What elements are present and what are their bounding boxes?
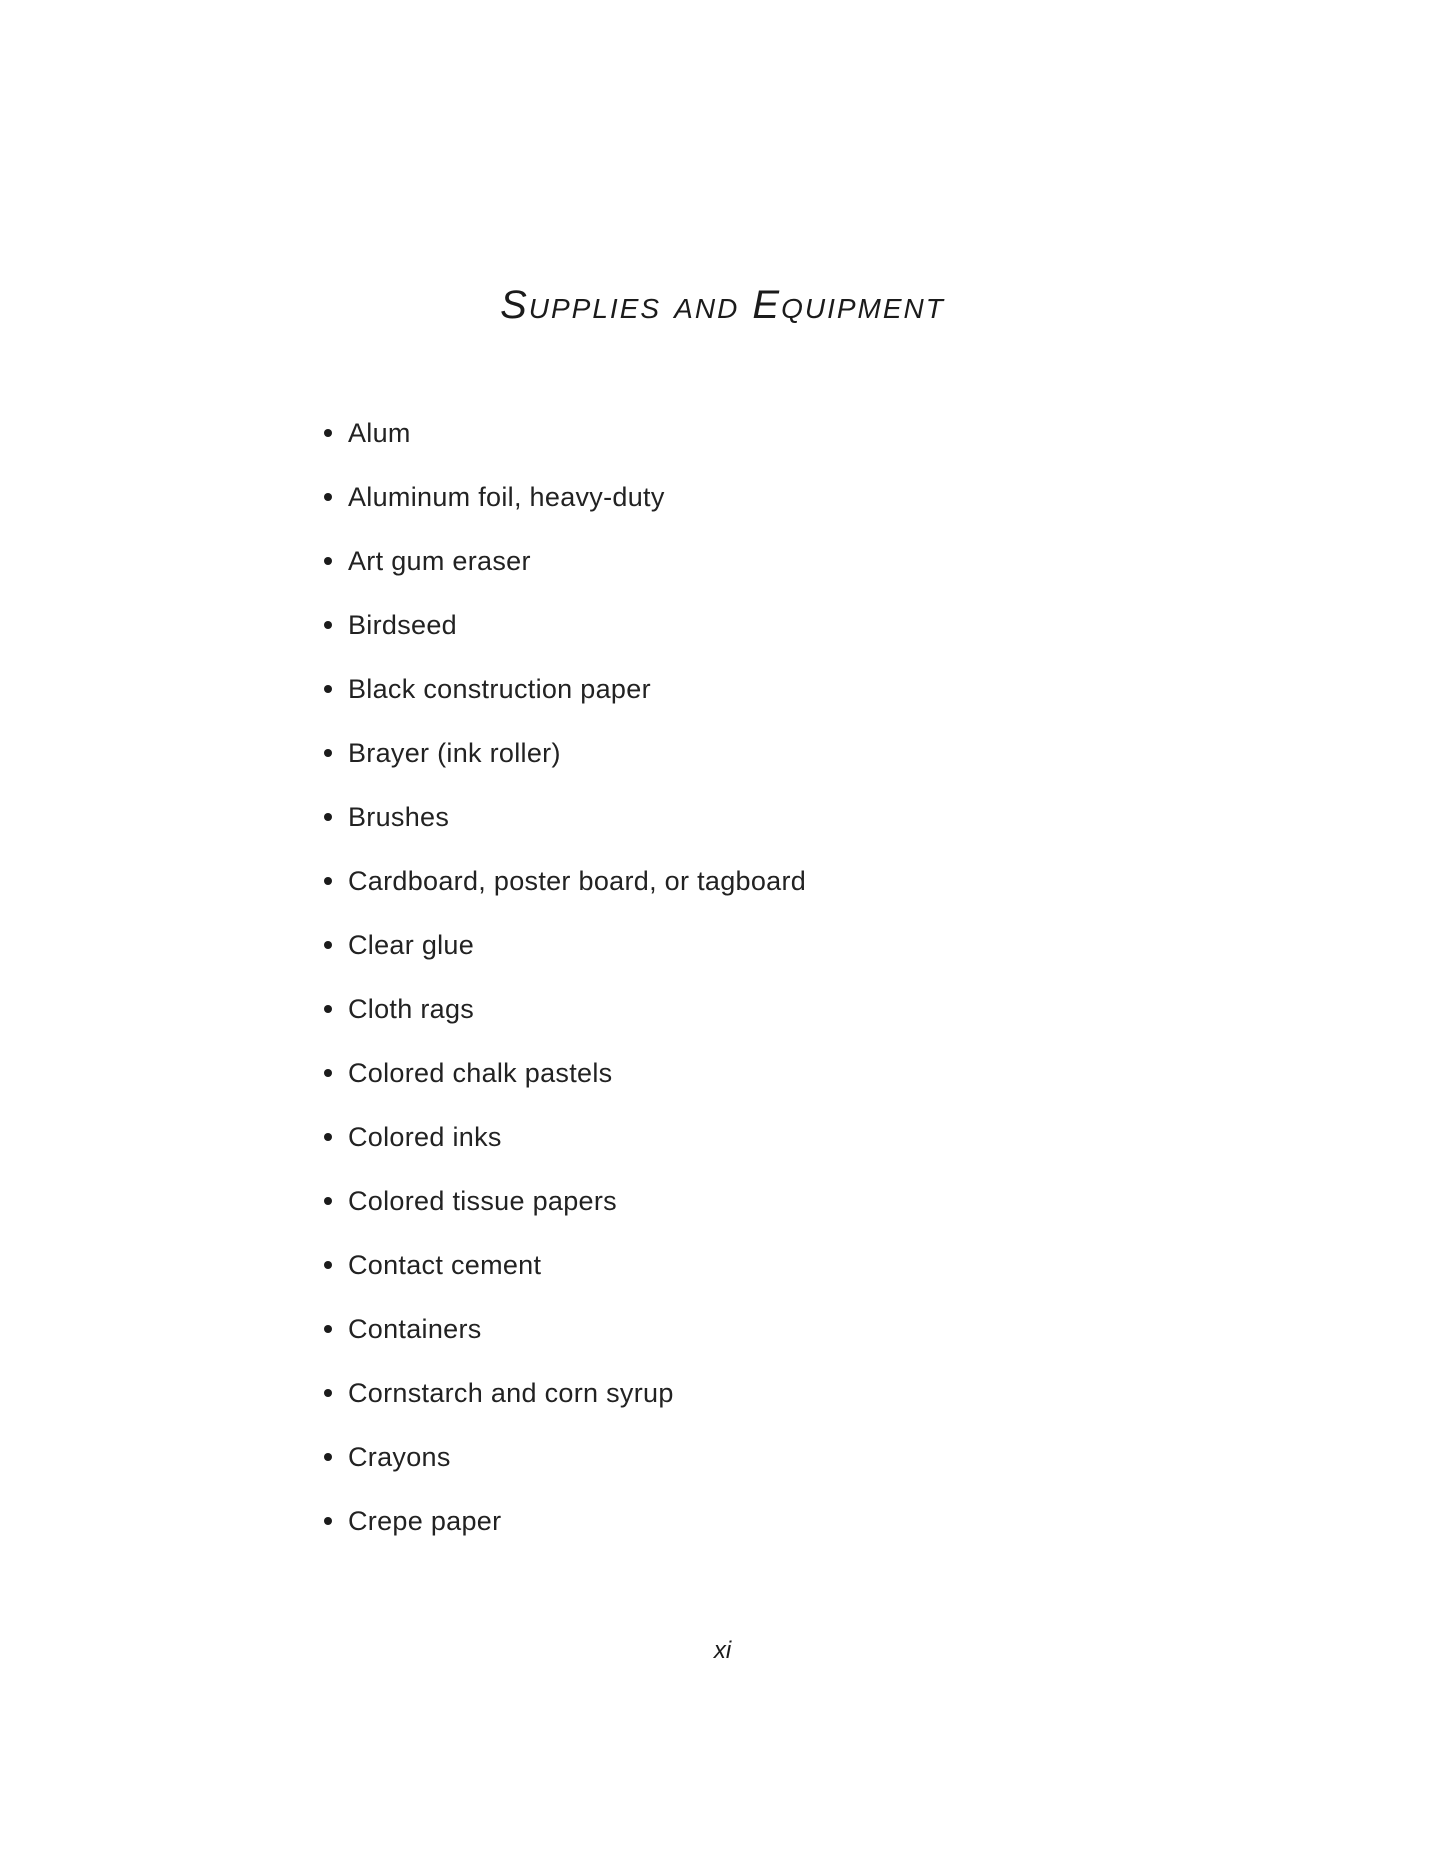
list-item: [324, 547, 806, 575]
list-item-label: Cloth rags: [348, 994, 475, 1024]
bullet-icon: [324, 1005, 332, 1013]
bullet-icon: [324, 557, 332, 565]
bullet-icon: [324, 1133, 332, 1141]
list-item-label: Birdseed: [348, 610, 457, 640]
list-item: [324, 675, 806, 703]
supply-list: [324, 419, 806, 1571]
list-item: [324, 1187, 806, 1215]
bullet-icon: [324, 1197, 332, 1205]
bullet-icon: [324, 941, 332, 949]
list-item-label: Clear glue: [348, 930, 475, 960]
bullet-icon: [324, 1453, 332, 1461]
bullet-icon: [324, 813, 332, 821]
list-item-label: Brayer (ink roller): [348, 738, 561, 768]
list-item-label: Brushes: [348, 802, 450, 832]
bullet-icon: [324, 685, 332, 693]
list-item: [324, 1315, 806, 1343]
list-item: [324, 1123, 806, 1151]
list-item-label: Cardboard, poster board, or tagboard: [348, 866, 807, 896]
list-item-label: Crayons: [348, 1442, 451, 1472]
bullet-icon: [324, 1325, 332, 1333]
list-item: [324, 1507, 806, 1535]
list-item: [324, 611, 806, 639]
list-item-label: Colored chalk pastels: [348, 1058, 613, 1088]
bullet-icon: [324, 621, 332, 629]
bullet-icon: [324, 1517, 332, 1525]
bullet-icon: [324, 1069, 332, 1077]
list-item: [324, 739, 806, 767]
page-number: xi: [713, 1637, 732, 1664]
list-item: [324, 1059, 806, 1087]
list-item-label: Art gum eraser: [348, 546, 531, 576]
list-item-label: Colored inks: [348, 1122, 502, 1152]
list-item: [324, 419, 806, 447]
list-item-label: Cornstarch and corn syrup: [348, 1378, 674, 1408]
list-item-label: Colored tissue papers: [348, 1186, 617, 1216]
bullet-icon: [324, 1261, 332, 1269]
list-item-label: Aluminum foil, heavy-duty: [348, 482, 665, 512]
bullet-icon: [324, 429, 332, 437]
bullet-icon: [324, 1389, 332, 1397]
list-item: [324, 867, 806, 895]
list-item: [324, 1251, 806, 1279]
list-item: [324, 1379, 806, 1407]
list-item: [324, 1443, 806, 1471]
list-item-label: Contact cement: [348, 1250, 542, 1280]
list-item-label: Containers: [348, 1314, 482, 1344]
list-item: [324, 483, 806, 511]
page-title: Supplies and Equipment: [500, 283, 945, 327]
bullet-icon: [324, 493, 332, 501]
bullet-icon: [324, 877, 332, 885]
list-item-label: Alum: [348, 418, 411, 448]
list-item: [324, 803, 806, 831]
list-item-label: Black construction paper: [348, 674, 651, 704]
list-item-label: Crepe paper: [348, 1506, 502, 1536]
list-item: [324, 931, 806, 959]
bullet-icon: [324, 749, 332, 757]
list-item: [324, 995, 806, 1023]
